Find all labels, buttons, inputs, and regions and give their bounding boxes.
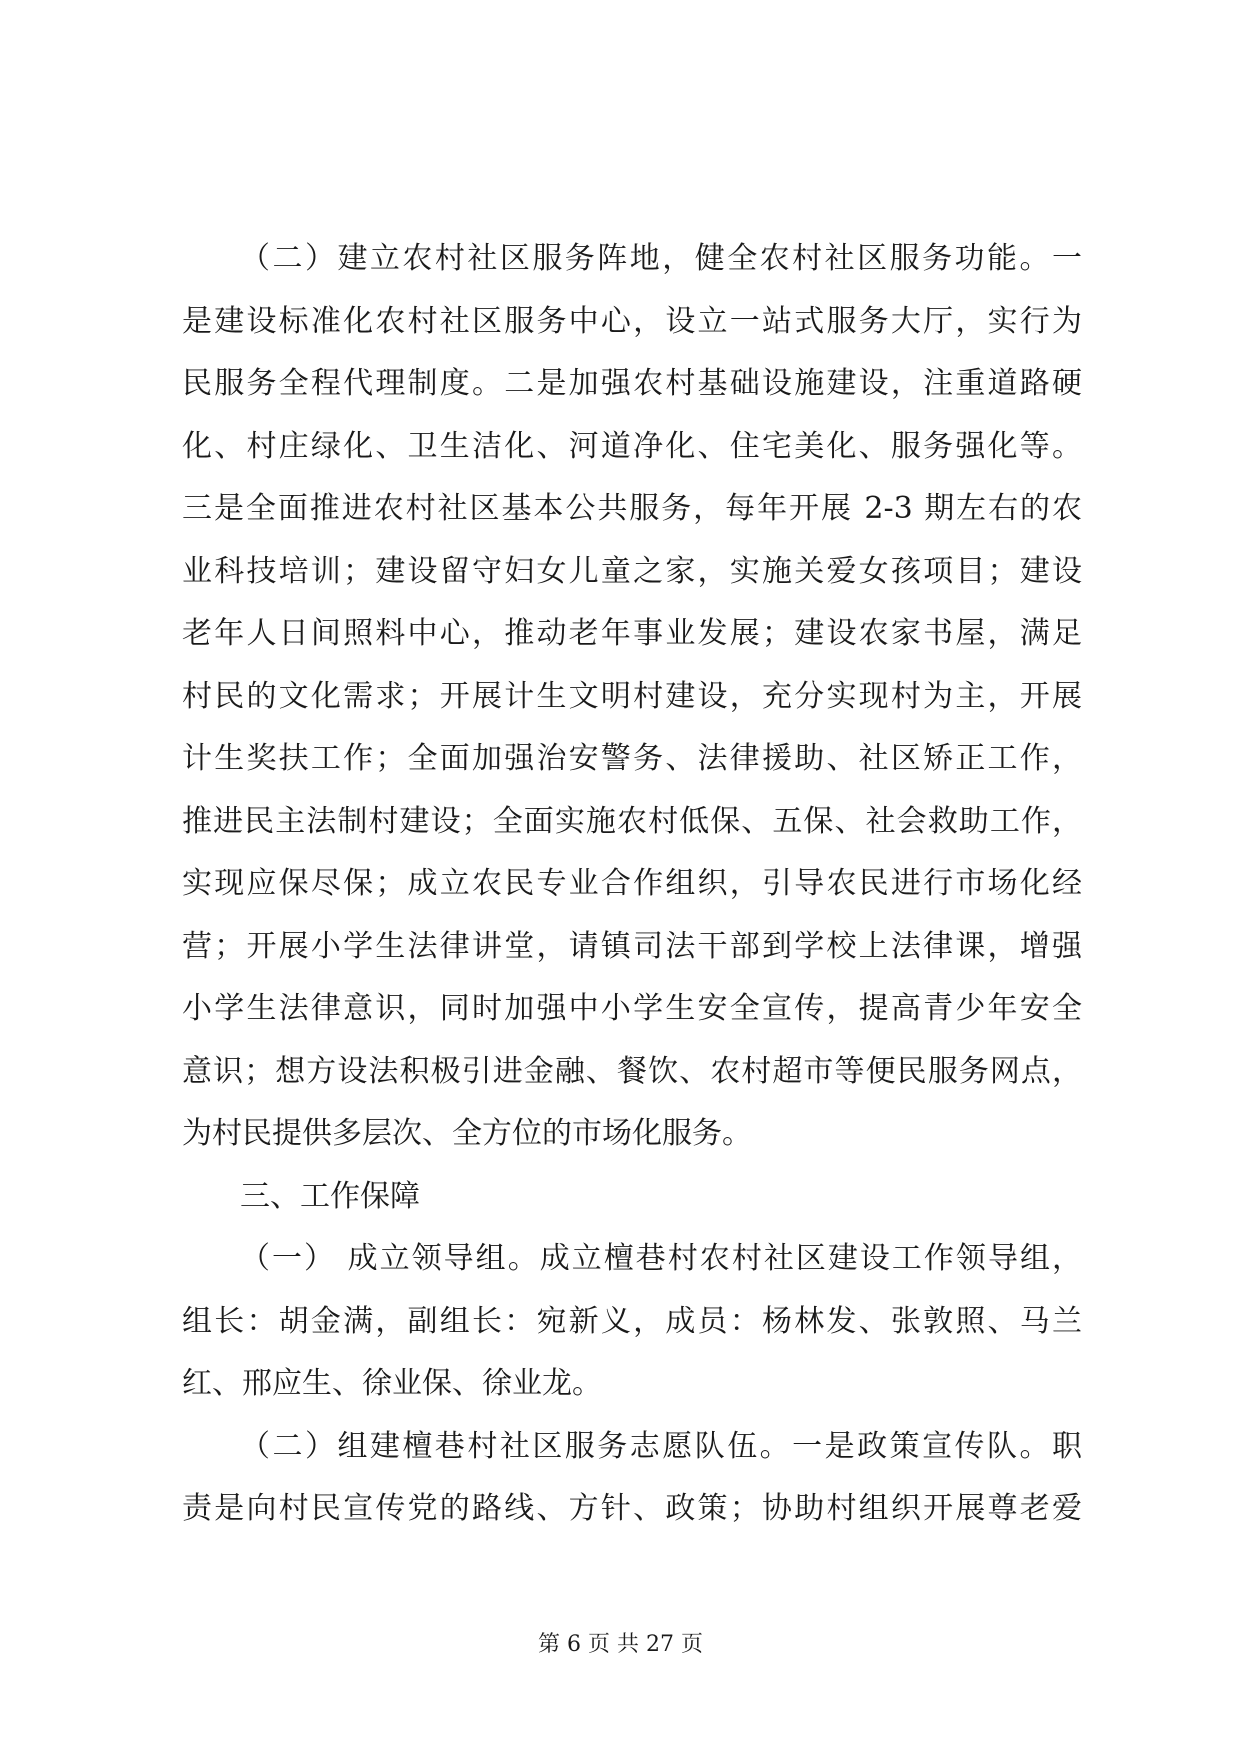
paragraph-line: 实现应保尽保；成立农民专业合作组织，引导农民进行市场化经 — [182, 866, 1082, 901]
paragraph-line: 营；开展小学生法律讲堂，请镇司法干部到学校上法律课，增强 — [182, 928, 1082, 964]
paragraph-line: 组长：胡金满，副组长：宛新义，成员：杨林发、张敦照、马兰 — [182, 1303, 1082, 1339]
paragraph-line: 业科技培训；建设留守妇女儿童之家，实施关爱女孩项目；建设 — [182, 553, 1082, 589]
paragraph-line: 老年人日间照料中心，推动老年事业发展；建设农家书屋，满足 — [182, 616, 1082, 651]
document-body — [182, 228, 1082, 1541]
paragraph-line: 计生奖扶工作；全面加强治安警务、法律援助、社区矫正工作， — [182, 741, 1082, 776]
paragraph-line: 村民的文化需求；开展计生文明村建设，充分实现村为主，开展 — [182, 678, 1082, 714]
paragraph-line: （二）组建檀巷村社区服务志愿队伍。一是政策宣传队。职 — [240, 1428, 1082, 1464]
paragraph-line: 是建设标准化农村社区服务中心，设立一站式服务大厅，实行为 — [182, 303, 1082, 339]
paragraph-line: 三是全面推进农村社区基本公共服务，每年开展 2-3 期左右的农 — [182, 491, 1082, 526]
paragraph-line: 推进民主法制村建设；全面实施农村低保、五保、社会救助工作， — [182, 803, 1082, 839]
paragraph-line: 意识；想方设法积极引进金融、餐饮、农村超市等便民服务网点， — [182, 1053, 1082, 1089]
paragraph-line: 责是向村民宣传党的路线、方针、政策；协助村组织开展尊老爱 — [182, 1491, 1082, 1526]
paragraph-line: （一） 成立领导组。成立檀巷村农村社区建设工作领导组， — [240, 1241, 1082, 1276]
paragraph-line: 小学生法律意识，同时加强中小学生安全宣传，提高青少年安全 — [182, 991, 1082, 1026]
paragraph-line: 化、村庄绿化、卫生洁化、河道净化、住宅美化、服务强化等。 — [182, 428, 1082, 464]
paragraph-line: 红、邢应生、徐业保、徐业龙。 — [182, 1366, 602, 1401]
page-footer: 第 6 页 共 27 页 — [538, 1632, 703, 1657]
paragraph-line: 为村民提供多层次、全方位的市场化服务。 — [182, 1116, 752, 1151]
paragraph-line: （二）建立农村社区服务阵地，健全农村社区服务功能。一 — [240, 241, 1082, 276]
section-heading: 三、工作保障 — [240, 1178, 420, 1214]
paragraph-line: 民服务全程代理制度。二是加强农村基础设施建设，注重道路硬 — [182, 366, 1082, 401]
